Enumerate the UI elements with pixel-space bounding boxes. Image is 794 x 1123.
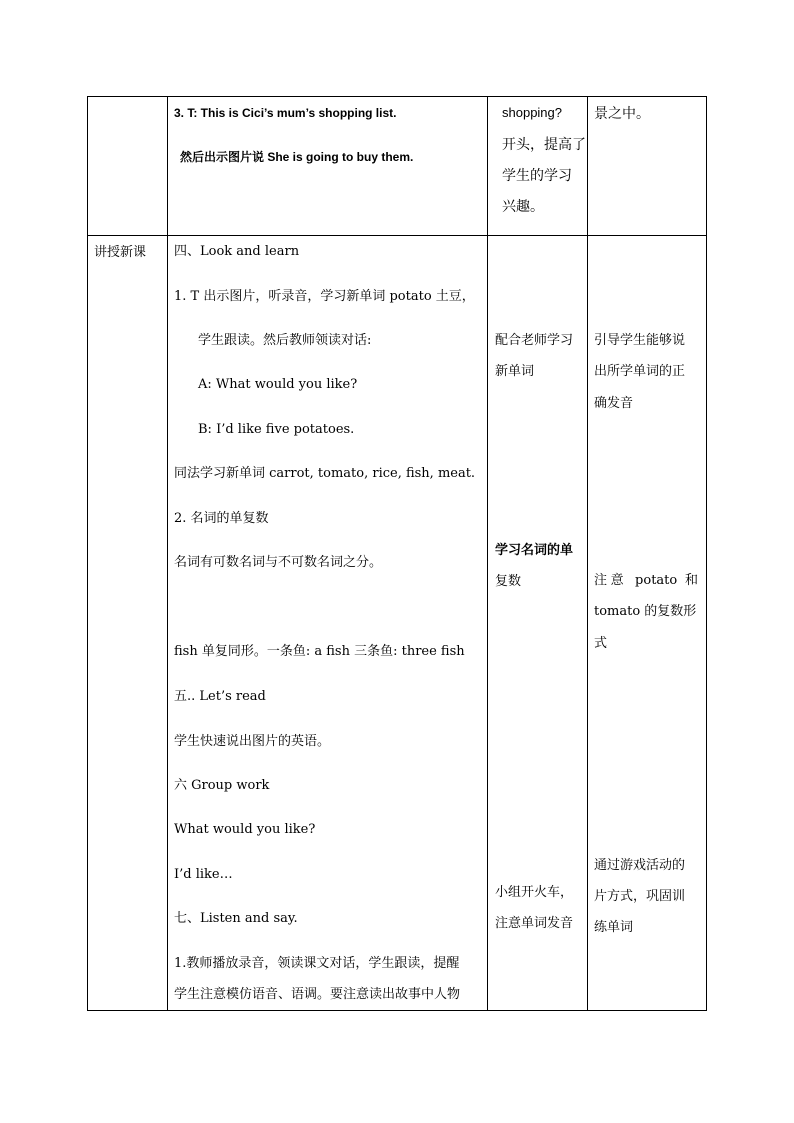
col3-train-line2: 注意单词发音 <box>495 915 574 930</box>
row1-col3-line1: shopping? <box>502 105 562 120</box>
read-task-line: 学生快速说出图片的英语。 <box>174 734 331 749</box>
col-border-right <box>706 96 707 1011</box>
col4-game-line2: 片方式，巩固训 <box>594 888 686 903</box>
row1-col3-line4: 兴趣。 <box>502 198 544 214</box>
col-border-3 <box>587 96 588 1011</box>
col-border-1 <box>167 96 168 1011</box>
fish-rule-line: fish 单复同形。一条鱼: a fish 三条鱼: three fish <box>174 644 465 659</box>
col3-learn-line1: 配合老师学习 <box>495 332 574 347</box>
col4-game-line3: 练单词 <box>594 919 634 934</box>
col3-plural-line1: 学习名词的单 <box>495 542 574 557</box>
step1-line1: 1. T 出示图片，听录音，学习新单词 potato 土豆， <box>174 289 475 304</box>
col-border-left <box>87 96 88 1011</box>
section6-heading: 六 Group work <box>174 778 270 793</box>
group-answer: I’d like… <box>174 867 233 882</box>
col3-learn-line2: 新单词 <box>495 363 535 378</box>
section-label-new-lesson: 讲授新课 <box>94 244 147 259</box>
col4-note-line1: 注意 potato 和 <box>594 573 698 588</box>
dialog-line-a: A: What would you like? <box>198 377 358 392</box>
col3-plural-line2: 复数 <box>495 573 522 588</box>
table-bottom-border <box>87 1010 707 1011</box>
section5-heading: 五.. Let’s read <box>174 689 266 704</box>
listen-line1: 1.教师播放录音，领读课文对话，学生跟读，提醒 <box>174 956 460 971</box>
group-question: What would you like? <box>174 822 316 837</box>
section4-heading: 四、Look and learn <box>174 244 300 259</box>
col4-note-line2: tomato 的复数形 <box>594 604 697 619</box>
step1-line2: 学生跟读。然后教师领读对话: <box>198 333 372 348</box>
col4-guide-line1: 引导学生能够说 <box>594 332 686 347</box>
dialog-line-b: B: I’d like five potatoes. <box>198 422 355 437</box>
col4-guide-line3: 确发音 <box>594 395 634 410</box>
col4-game-line1: 通过游戏活动的 <box>594 857 686 872</box>
row1-step3-line2: 然后出示图片说 She is going to buy them. <box>180 150 414 164</box>
row1-col4-line1: 景之中。 <box>594 105 650 121</box>
noun-kinds-line: 名词有可数名词与不可数名词之分。 <box>174 555 383 570</box>
col3-train-line1: 小组开火车， <box>495 884 574 899</box>
col-border-2 <box>487 96 488 1011</box>
row1-col3-line3: 学生的学习 <box>502 167 572 183</box>
row1-step3-line1: 3. T: This is Cici’s mum’s shopping list. <box>174 106 397 120</box>
col4-guide-line2: 出所学单词的正 <box>594 363 686 378</box>
row-divider <box>87 235 707 236</box>
col4-note-line3: 式 <box>594 635 608 650</box>
section7-heading: 七、Listen and say. <box>174 911 298 926</box>
table-top-border <box>87 96 707 97</box>
step2-heading: 2. 名词的单复数 <box>174 511 269 526</box>
listen-line2: 学生注意模仿语音、语调。要注意读出故事中人物 <box>174 987 461 1002</box>
same-method-line: 同法学习新单词 carrot, tomato, rice, fish, meat. <box>174 466 476 481</box>
row1-col3-line2: 开头，提高了 <box>502 136 586 152</box>
